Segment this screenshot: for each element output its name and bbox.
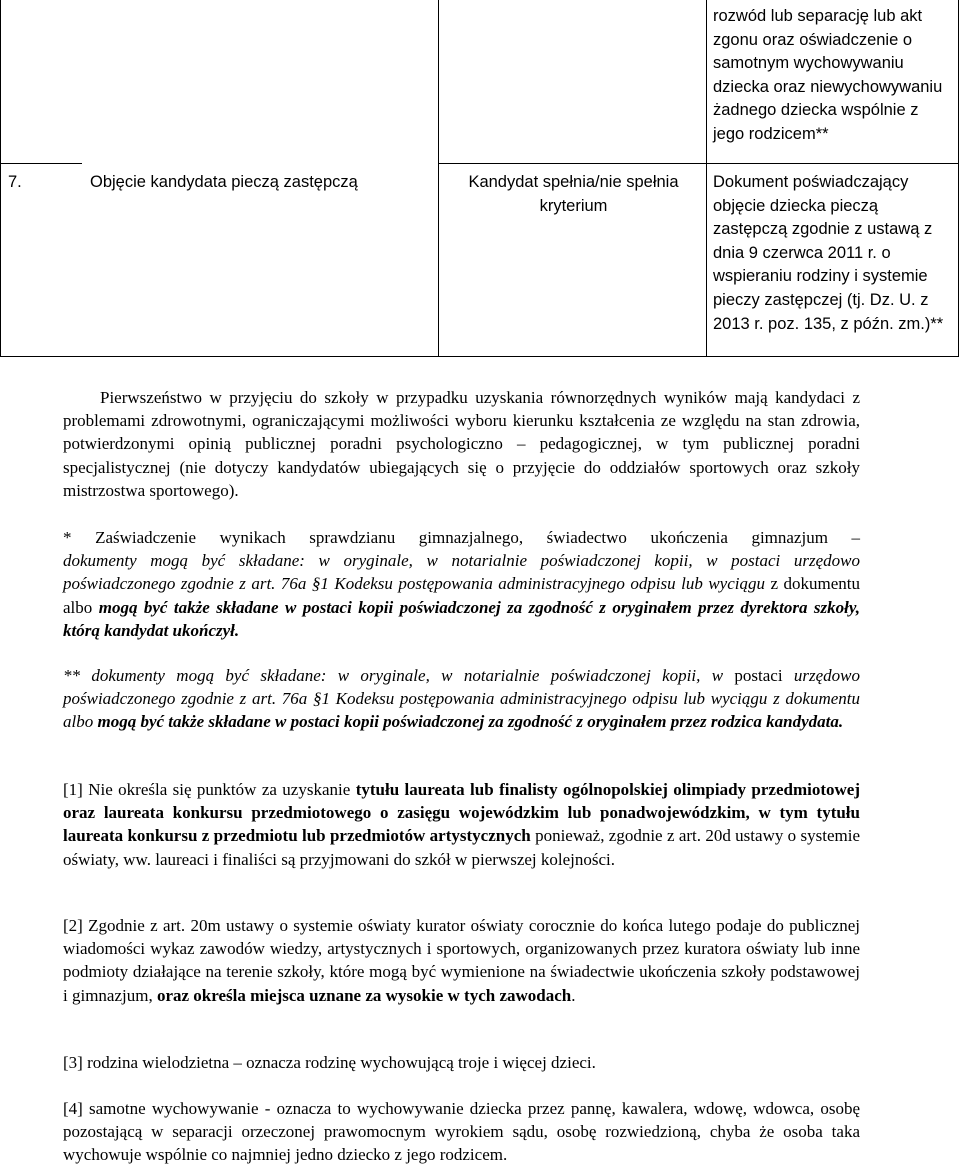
- note-1-director-text: mogą być także składane w postaci kopii poświadczonej za zgodność z oryginałem przez dyrektora szkoły, którą kandydat ukończył.: [63, 597, 861, 640]
- table-column-divider: [706, 0, 707, 357]
- priority-paragraph: [63, 386, 860, 502]
- footnote-3-text: [3] rodzina wielodzietna – oznacza rodzinę wychowującą troje i więcej dzieci.: [63, 1053, 596, 1072]
- note-2-form-text: postaci: [734, 666, 783, 685]
- footnote-3: [63, 1051, 860, 1074]
- footnote-2-main: [2] Zgodnie z art. 20m ustawy o systemie oświaty kurator oświaty corocznie do końca lutego podaje do publicznej wiadomości wykaz zawodów wiedzy, artystycznych i sportowych, organizowanych przez kuratora oświaty lub inne podmioty działające na terenie szkoły, które mogą być wymienione na świadectwie ukończenia szkoły podstawowej i gimnazjum,: [63, 916, 860, 1005]
- note-1-line: * Zaświadczenie wynikach sprawdzianu gimnazjalnego, świadectwo ukończenia gimnazjum –: [63, 528, 860, 547]
- table-row-divider: [0, 163, 82, 164]
- footnote-1-text: [63, 778, 860, 871]
- footnote-2: [63, 914, 860, 1007]
- priority-text: Pierwszeństwo w przyjęciu do szkoły w przypadku uzyskania równorzędnych wyników mają kandydaci z problemami zdrowotnymi, ograniczającymi możliwości wyboru kierunku kształcenia ze względu na stan zdrowia, potwierdzonymi opinią publicznej poradni psychologiczno – pedagogicznej, w tym publicznej poradni specjalistycznej (nie dotyczy kandydatów ubiegających się o przyjęcie do oddziałów sportowych oraz szkoły mistrzostwa sportowego).: [63, 388, 860, 500]
- footnote-1: [63, 778, 860, 871]
- footnote-1-titles: tytułu laureata lub finalisty ogólnopolskiej olimpiady przedmiotowej oraz laureata konkursu przedmiotowego o zasięgu wojewódzkim lub ponadwojewódzkim, w tym tytułu laureata konkursu z przedmiotu lub przedmiotów artystycznych: [63, 780, 860, 846]
- table-cell-number: 7.: [8, 173, 22, 191]
- footnote-2-bold: oraz określa miejsca uznane za wysokie w tych zawodach: [156, 985, 572, 1005]
- note-2-text: [63, 664, 860, 734]
- table-border-bottom: [0, 356, 959, 357]
- note-2-documents-text: ** dokumenty mogą być składane: w oryginale, w notarialnie poświadczonej kopii, w: [63, 666, 724, 685]
- footnote-2-text: [63, 914, 860, 1007]
- note-2-parent-text: mogą być także składane w postaci kopii poświadczonej za zgodność z oryginałem przez rodzica kandydata.: [97, 712, 844, 732]
- footnote-1-reason: ponieważ, zgodnie z art. 20d ustawy o systemie oświaty, ww. laureaci i finaliści są przyjmowani do szkół w pierwszej kolejności.: [63, 826, 861, 869]
- note-1-body: [63, 549, 860, 642]
- footnote-4-text: [4] samotne wychowywanie - oznacza to wychowywanie dziecka przez pannę, kawalera, wdowę, wdowca, osobę pozostającą w separacji orzeczonej prawomocnym wyrokiem sądu, osobę rozwiedzioną, chyba że osoba taka wychowuje wspólnie co najmniej jedno dziecko z jego rodzicem.: [63, 1099, 860, 1165]
- table-cell-requirement: Kandydat spełnia/nie spełnia kryterium: [468, 173, 679, 215]
- footnote-2-end: .: [571, 985, 576, 1005]
- table-column-divider: [438, 0, 439, 357]
- table-cell-document-prev: rozwód lub separację lub akt zgonu oraz oświadczenie o samotnym wychowywaniu dziecka oraz niewychowywaniu żadnego dziecka wspólnie z jego rodzicem**: [713, 7, 943, 143]
- table-border-left: [0, 0, 1, 357]
- note-double-asterisk: [63, 664, 860, 734]
- table-row-divider: [438, 163, 958, 164]
- criteria-table: [0, 0, 959, 357]
- footnote-1-intro: [1] Nie określa się punktów za uzyskanie: [63, 780, 351, 799]
- note-single-asterisk: [63, 526, 860, 642]
- note-1-documents-text: dokumenty mogą być składane: w oryginale, w notarialnie poświadczonej kopii, w postaci urzędowo poświadczonego zgodnie z art. 76a §1 Kodeksu postępowania administracyjnego odpisu lub wyciągu: [63, 551, 860, 594]
- table-border-right: [958, 0, 959, 357]
- footnote-4: [63, 1097, 860, 1167]
- table-cell-document: Dokument poświadczający objęcie dziecka pieczą zastępczą zgodnie z ustawą z dnia 9 czerwca 2011 r. o wspieraniu rodziny i systemie pieczy zastępczej (tj. Dz. U. z 2013 r. poz. 135, z późn. zm.)**: [713, 173, 944, 333]
- note-2-certified-text: urzędowo poświadczonego zgodnie z art. 76a §1 Kodeksu postępowania administracyjnego odpisu lub wyciągu z dokumentu albo: [63, 666, 861, 732]
- table-cell-criterion: Objęcie kandydata pieczą zastępczą: [90, 173, 358, 191]
- note-1-copy-text: z dokumentu albo: [63, 574, 861, 617]
